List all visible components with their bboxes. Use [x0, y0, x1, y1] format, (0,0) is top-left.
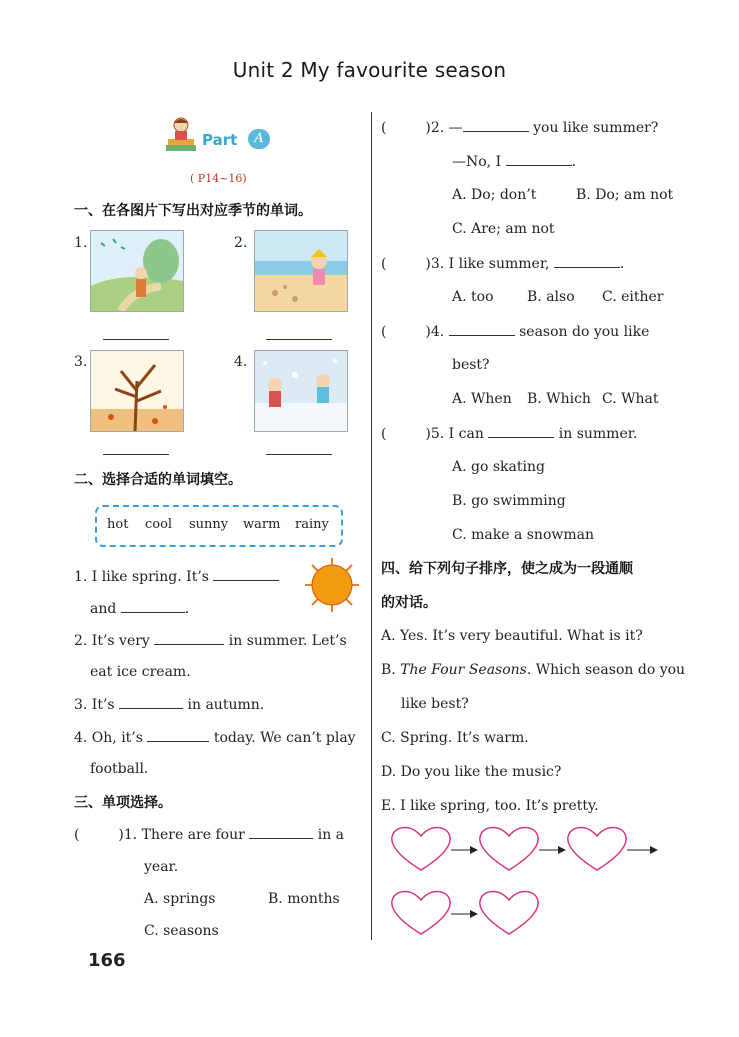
autumn-picture	[90, 350, 184, 432]
sentence-e: E. I like spring, too. It’s pretty.	[381, 798, 599, 814]
option-b[interactable]: B. also	[527, 289, 575, 305]
fill-question-2-cont: eat ice cream.	[90, 664, 191, 680]
choice-question-2-reply: —No, I .	[452, 151, 576, 172]
option-c[interactable]: C. Are; am not	[452, 221, 555, 237]
option-c[interactable]: C. either	[602, 289, 664, 305]
fill-question-2: 2. It’s very in summer. Let’s	[74, 630, 347, 651]
choice-question-1: ( )1. There are four in a	[74, 824, 344, 845]
option-a[interactable]: A. springs	[144, 891, 216, 907]
summer-picture	[254, 230, 348, 312]
heart-slot-2[interactable]	[480, 828, 538, 871]
answer-blank-1[interactable]	[103, 325, 169, 340]
fill-question-4-cont: football.	[90, 761, 149, 777]
choice-question-3: ( )3. I like summer, .	[381, 253, 624, 274]
option-a[interactable]: A. Do; don’t	[452, 187, 537, 203]
answer-paren[interactable]	[391, 254, 421, 268]
answer-blank-3[interactable]	[103, 440, 169, 455]
answer-blank[interactable]	[121, 598, 185, 613]
spring-picture	[90, 230, 184, 312]
choice-question-4: ( )4. season do you like	[381, 321, 649, 342]
heart-slot-4[interactable]	[392, 892, 450, 935]
page-number: 166	[88, 950, 126, 971]
fill-question-1-cont: and .	[90, 598, 189, 619]
choice-question-5: ( )5. I can in summer.	[381, 423, 637, 444]
section3-heading: 三、单项选择。	[74, 795, 172, 811]
option-a[interactable]: A. When	[452, 391, 512, 407]
fill-question-3: 3. It’s in autumn.	[74, 694, 264, 715]
answer-paren[interactable]	[391, 322, 421, 336]
word-option: cool	[145, 517, 173, 532]
part-letter: A	[248, 129, 270, 149]
heart-slot-5[interactable]	[480, 892, 538, 935]
part-label: Part	[202, 131, 238, 149]
option-b[interactable]: B. go swimming	[452, 493, 566, 509]
item-number: 1.	[74, 235, 88, 251]
answer-paren[interactable]	[391, 118, 421, 132]
option-b[interactable]: B. Do; am not	[576, 187, 674, 203]
answer-blank-2[interactable]	[266, 325, 332, 340]
answer-paren[interactable]	[391, 424, 421, 438]
option-b[interactable]: B. months	[268, 891, 340, 907]
fill-question-1: 1. I like spring. It’s	[74, 566, 279, 587]
answer-blank[interactable]	[488, 423, 554, 438]
sentence-c: C. Spring. It’s warm.	[381, 730, 529, 746]
word-bank	[95, 505, 343, 547]
heart-slot-3[interactable]	[568, 828, 626, 871]
section2-heading: 二、选择合适的单词填空。	[74, 472, 242, 488]
item-number: 3.	[74, 354, 88, 370]
answer-paren[interactable]	[84, 825, 114, 839]
sentence-a: A. Yes. It’s very beautiful. What is it?	[381, 628, 643, 644]
item-number: 4.	[234, 354, 248, 370]
answer-blank[interactable]	[119, 694, 183, 709]
option-c[interactable]: C. make a snowman	[452, 527, 595, 543]
item-number: 2.	[234, 235, 248, 251]
section4-heading: 四、给下列句子排序，使之成为一段通顺	[381, 561, 633, 577]
ordering-diagram	[385, 822, 665, 942]
fill-question-4: 4. Oh, it’s today. We can’t play	[74, 727, 356, 748]
choice-question-2: ( )2. — you like summer?	[381, 117, 658, 138]
choice-question-4-cont: best?	[452, 357, 490, 373]
sentence-d: D. Do you like the music?	[381, 764, 562, 780]
answer-blank-4[interactable]	[266, 440, 332, 455]
answer-blank[interactable]	[449, 321, 515, 336]
option-a[interactable]: A. go skating	[452, 459, 545, 475]
answer-blank[interactable]	[147, 727, 209, 742]
sun-icon	[303, 556, 361, 614]
option-c[interactable]: C. What	[602, 391, 659, 407]
word-option: warm	[243, 517, 281, 532]
choice-question-1-cont: year.	[144, 859, 179, 875]
page-title: Unit 2 My favourite season	[232, 58, 507, 82]
option-b[interactable]: B. Which	[527, 391, 591, 407]
reading-child-icon	[162, 115, 202, 157]
section4-heading-cont: 的对话。	[381, 595, 437, 611]
answer-blank[interactable]	[554, 253, 620, 268]
option-a[interactable]: A. too	[452, 289, 494, 305]
column-divider	[371, 112, 372, 940]
word-option: rainy	[295, 517, 329, 532]
heart-slot-1[interactable]	[392, 828, 450, 871]
option-c[interactable]: C. seasons	[144, 923, 219, 939]
part-badge	[162, 115, 274, 157]
winter-picture	[254, 350, 348, 432]
answer-blank[interactable]	[154, 630, 224, 645]
answer-blank[interactable]	[506, 151, 572, 166]
sentence-b-cont: like best?	[401, 696, 469, 712]
answer-blank[interactable]	[213, 566, 279, 581]
page-range: ( P14~16)	[190, 172, 247, 185]
section1-heading: 一、在各图片下写出对应季节的单词。	[74, 203, 312, 219]
word-option: sunny	[189, 517, 229, 532]
sentence-b: B. The Four Seasons. Which season do you	[381, 662, 686, 678]
answer-blank[interactable]	[463, 117, 529, 132]
word-option: hot	[107, 517, 129, 532]
answer-blank[interactable]	[249, 824, 313, 839]
